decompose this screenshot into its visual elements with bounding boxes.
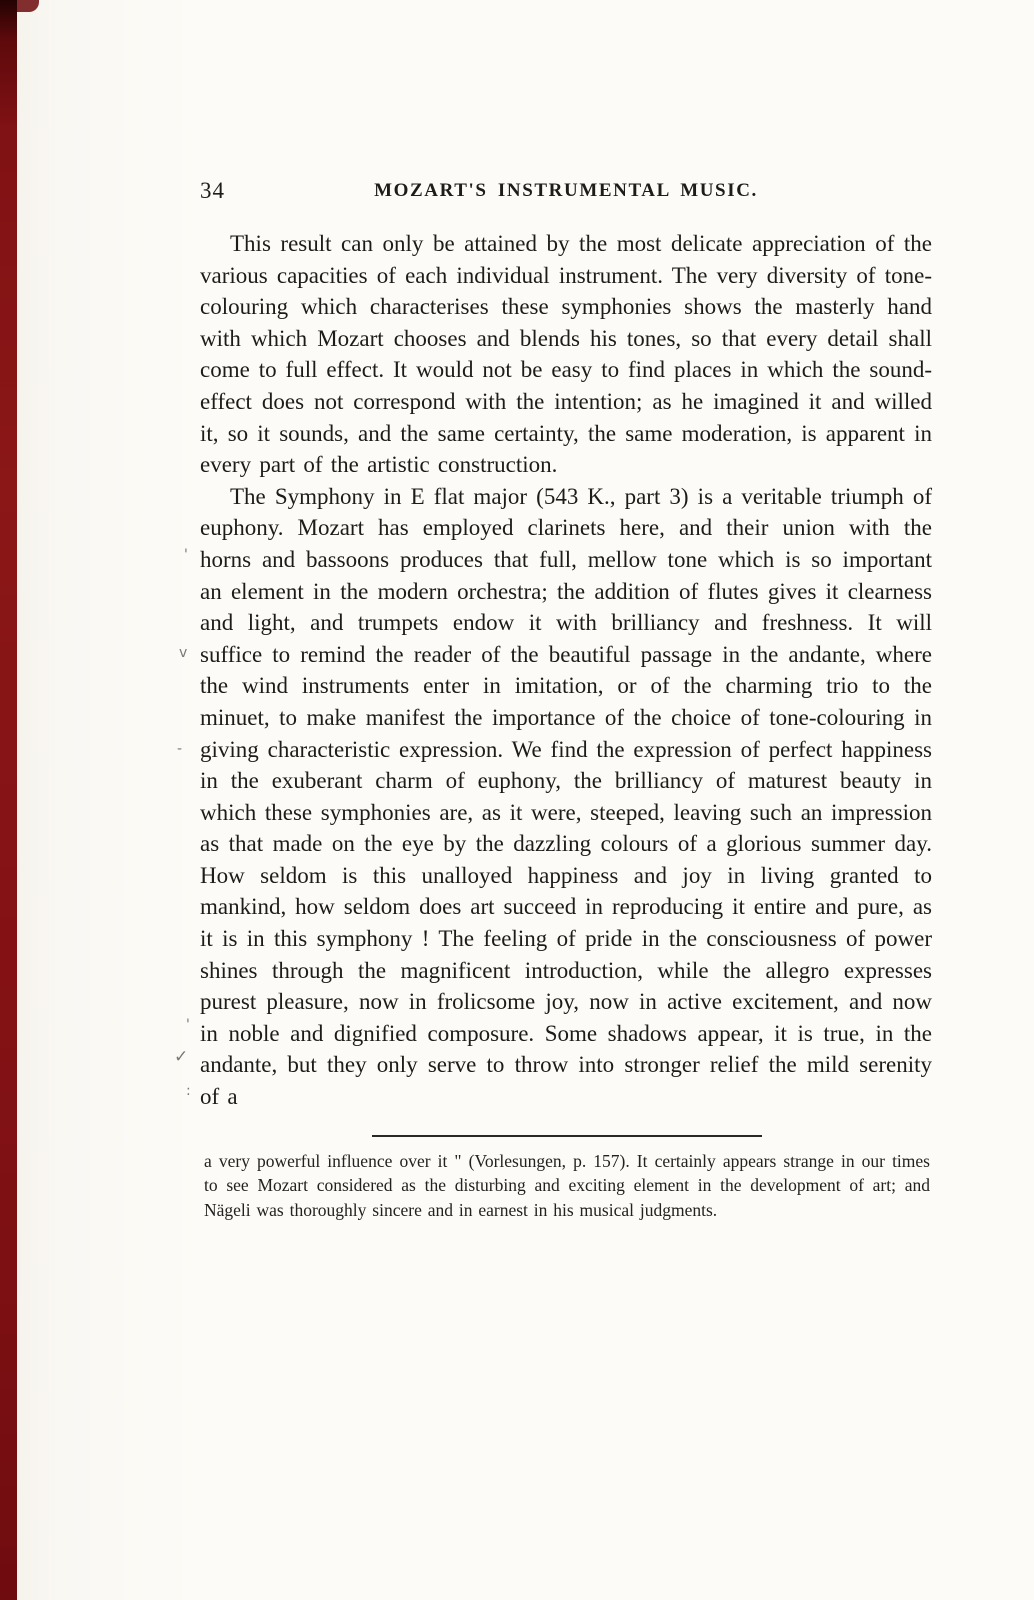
book-spine-edge [0,0,17,1600]
margin-pencil-mark: - [177,741,183,757]
footnote-divider-rule [372,1135,762,1137]
margin-check-mark: ✓ [174,1047,189,1067]
margin-pencil-mark: ' [184,547,188,563]
body-text [200,228,932,1113]
footnote-text: a very powerful influence over it " (Vorlesungen, p. 157). It certainly appears strange in our times to see Mozart considered as the disturbing and exciting element in the development of art; and Nägeli was thoroughly sincere and in earnest in his musical judgments. [204,1150,930,1220]
margin-pencil-mark: v [179,645,188,661]
page-header [200,170,932,214]
spine-ink-smudge [17,0,39,12]
margin-pencil-mark: : [186,1083,191,1099]
paragraph-1: This result can only be attained by the most delicate appreciation of the various capacities of each individual instrument. The very diversity of tone-colouring which characterises these symphonies shows the masterly hand with which Mozart chooses and blends his tones, so that every detail shall come to full effect. It would not be easy to find places in which the sound-effect does not correspond with the intention; as he imagined it and willed it, so it sounds, and the same certainty, the same moderation, is apparent in every part of the artistic construction. [200,231,932,478]
page-content [200,170,932,1222]
running-title: MOZART'S INSTRUMENTAL MUSIC. [374,180,758,201]
page-number: 34 [200,178,225,203]
margin-pencil-mark: ' [186,1017,190,1033]
paragraph-2: The Symphony in E flat major (543 K., part 3) is a veritable triumph of euphony. Mozart has employed clarinets here, and their union with the horns and bassoons produces that full, mellow tone which is so important an element in the modern orchestra; the addition of flutes gives it clearness and light, and trumpets endow it with brilliancy and freshness. It will suffice to remind the reader of the beautiful passage in the andante, where the wind instruments enter in imitation, or of the charming trio to the minuet, to make manifest the importance of the choice of tone-colouring in giving characteristic expression. We find the expression of perfect happiness in the exuberant charm of euphony, the brilliancy of maturest beauty in which these symphonies are, as it were, steeped, leaving such an impression as that made on the eye by the dazzling colours of a glorious summer day. How seldom is this unalloyed happiness and joy in living granted to mankind, how seldom does art succeed in reproducing it entire and pure, as it is in this symphony ! The feeling of pride in the consciousness of power shines through the magnificent introduction, while the allegro expresses purest pleasure, now in frolicsome joy, now in active excitement, and now in noble and dignified composure. Some shadows appear, it is true, in the andante, but they only serve to throw into stronger relief the mild serenity of a [200,483,932,1110]
